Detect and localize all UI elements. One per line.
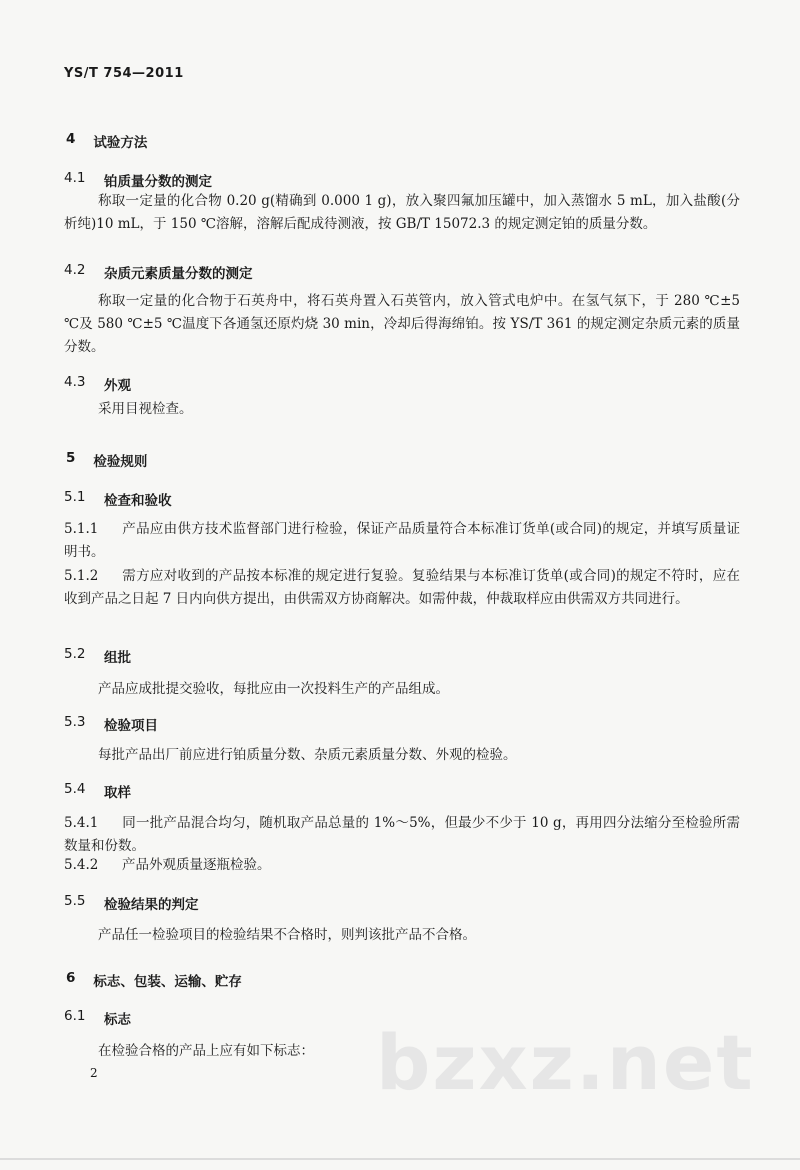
section-title: 检查和验收 [104,493,172,509]
section-number: 4.2 [64,262,86,278]
section-5-5-paragraph: 产品任一检验项目的检验结果不合格时，则判该批产品不合格。 [98,927,476,943]
section-5-1-heading [64,489,172,509]
section-6-heading [66,970,242,990]
section-title: 铂质量分数的测定 [104,174,212,190]
section-title: 外观 [104,378,131,394]
clause-text: 需方应对收到的产品按本标准的规定进行复验。复验结果与本标准订货单(或合同)的规定不符时，应在收到产品之日起 7 日内向供方提出，由供需双方协商解决。如需仲裁，仲裁取样应由供需双方共同进行。 [64,568,740,607]
section-title: 杂质元素质量分数的测定 [104,266,253,282]
page-number: 2 [90,1066,98,1080]
section-5-2-heading [64,646,131,666]
section-4-2-paragraph: 称取一定量的化合物于石英舟中，将石英舟置入石英管内，放入管式电炉中。在氢气氛下，于 280 ℃±5 ℃及 580 ℃±5 ℃温度下各通氢还原灼烧 30 min，冷却后得海绵铂。按 YS/T 361 的规定测定杂质元素的质量分数。 [64,293,740,355]
clause-number: 5.1.2 [64,568,99,584]
section-5-3-heading [64,714,158,734]
section-5-5-heading [64,893,199,913]
section-number: 5.5 [64,893,86,909]
section-title: 组批 [104,650,131,666]
section-5-3-paragraph: 每批产品出厂前应进行铂质量分数、杂质元素质量分数、外观的检验。 [98,747,517,763]
clause-5-4-2 [64,854,740,877]
standard-code: YS/T 754—2011 [64,66,184,81]
section-number: 5 [66,450,76,466]
section-title: 检验规则 [93,454,148,470]
section-number: 5.1 [64,489,86,505]
clause-text: 产品外观质量逐瓶检验。 [122,857,271,873]
section-5-heading [66,450,147,470]
section-number: 6 [66,970,76,986]
section-5-2-paragraph: 产品应成批提交验收，每批应由一次投料生产的产品组成。 [98,681,449,697]
section-4-2-heading [64,262,253,282]
section-number: 4 [66,131,76,147]
section-title: 试验方法 [93,135,148,151]
clause-number: 5.1.1 [64,521,99,537]
clause-text: 产品应由供方技术监督部门进行检验，保证产品质量符合本标准订货单(或合同)的规定，并填写质量证明书。 [64,521,740,560]
section-title: 取样 [104,785,131,801]
section-4-heading [66,131,147,151]
section-number: 5.2 [64,646,86,662]
clause-5-1-1 [64,518,740,564]
section-number: 6.1 [64,1008,86,1024]
section-6-1-heading [64,1008,131,1028]
section-4-1-heading [64,170,212,190]
section-title: 检验项目 [104,718,158,734]
clause-5-4-1 [64,812,740,858]
section-4-3-heading [64,374,131,394]
section-6-1-paragraph: 在检验合格的产品上应有如下标志： [98,1043,314,1059]
clause-5-1-2 [64,565,740,611]
section-title: 检验结果的判定 [104,897,199,913]
section-4-3-paragraph: 采用目视检查。 [98,401,193,417]
watermark: bzxz.net [376,1018,755,1107]
clause-number: 5.4.1 [64,815,99,831]
section-title: 标志 [104,1012,131,1028]
clause-number: 5.4.2 [64,857,99,873]
section-number: 5.3 [64,714,86,730]
section-number: 4.1 [64,170,86,186]
section-title: 标志、包装、运输、贮存 [93,974,242,990]
section-5-4-heading [64,781,131,801]
section-4-1-paragraph: 称取一定量的化合物 0.20 g(精确到 0.000 1 g)，放入聚四氟加压罐中，加入蒸馏水 5 mL，加入盐酸(分析纯)10 mL，于 150 ℃溶解，溶解后配成待测液，按 GB/T 15072.3 的规定测定铂的质量分数。 [64,193,740,232]
section-number: 4.3 [64,374,86,390]
clause-text: 同一批产品混合均匀，随机取产品总量的 1%～5%，但最少不少于 10 g，再用四分法缩分至检验所需数量和份数。 [64,815,740,854]
section-number: 5.4 [64,781,86,797]
page-bottom-divider [0,1158,800,1160]
